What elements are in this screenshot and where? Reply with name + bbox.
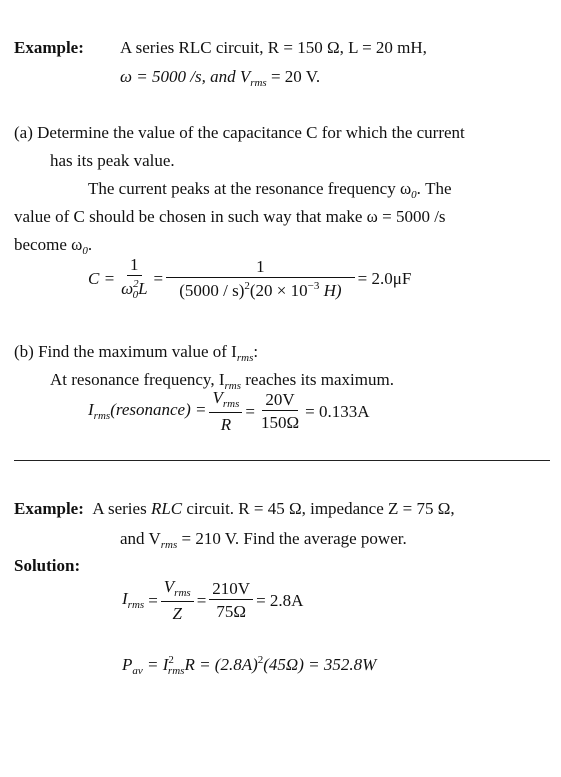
irms-value: = 2.8A bbox=[256, 590, 304, 610]
solution-label: Solution: bbox=[14, 556, 81, 575]
part-b-line2: At resonance frequency, $I_{rms}$ reaches its maximum. bbox=[50, 370, 394, 392]
average-power-equation: $P_{av} = I^2_{rms}R = (2.8A)^2(45\Omega) = 352.8W$ bbox=[122, 654, 377, 677]
irms-resonance-equation: $I_{rms}(resonance)$ = $\frac{V_{rms}}{R}$ = $\frac{20V}{150\Omega}$ = 0.133A bbox=[88, 388, 370, 434]
irms-equation: $I_{rms}$ = $\frac{V_{rms}}{Z}$ = $\frac{210V}{75\Omega}$ = 2.8A bbox=[122, 577, 304, 623]
irms-result: = 0.133A bbox=[305, 401, 370, 421]
example1-label: Example: bbox=[14, 38, 84, 57]
example2-line1: Example: A series RLC circuit. R = 45 Ω, impedance Z = 75 Ω, bbox=[14, 499, 455, 518]
fraction-20v-over-150ohm: $\frac{20V}{150\Omega}$ bbox=[260, 390, 300, 432]
fraction-capacitance-value: $\frac{1}{(5000 / s)^2(20 \times 10^{-3} H)}$ bbox=[166, 258, 355, 299]
part-a-line5: become $\omega_0$. bbox=[14, 235, 93, 257]
fraction-210v-over-75ohm: $\frac{210V}{75\Omega}$ bbox=[209, 580, 253, 620]
capacitance-equation: C = $\frac{1}{\omega^2_0L}$ = $\frac{1}{(5000 / s)^2(20 \times 10^{-3} H)}$ = 2.0μF bbox=[88, 255, 412, 301]
example1-line2: ω = 5000 /s, and $V_{rms} = 20$ V. bbox=[120, 67, 321, 89]
fraction-vrms-over-r: $\frac{V_{rms}}{R}$ bbox=[209, 389, 242, 433]
example2-line2: and $V_{rms} = 210$ V. Find the average power. bbox=[120, 529, 407, 551]
fraction-one-over-omega-l: $\frac{1}{\omega^2_0L}$ bbox=[121, 255, 148, 301]
part-a-line2: has its peak value. bbox=[50, 151, 175, 170]
section-divider bbox=[14, 460, 550, 461]
part-a-line4: value of C should be chosen in such way that make ω = 5000 /s bbox=[14, 207, 446, 226]
capacitance-result: = 2.0μF bbox=[357, 269, 412, 288]
eq-c-lhs: C = bbox=[88, 269, 116, 288]
part-a-line3: The current peaks at the resonance frequency $\omega_0$. The bbox=[88, 179, 452, 201]
fraction-vrms-over-z: $\frac{V_{rms}}{Z}$ bbox=[161, 578, 194, 622]
part-b-line1: (b) Find the maximum value of $I_{rms}$: bbox=[14, 342, 259, 364]
example1-line1: A series RLC circuit, R = 150 Ω, L = 20 mH, bbox=[120, 38, 427, 57]
part-a-line1: (a) Determine the value of the capacitance C for which the current bbox=[14, 123, 465, 142]
